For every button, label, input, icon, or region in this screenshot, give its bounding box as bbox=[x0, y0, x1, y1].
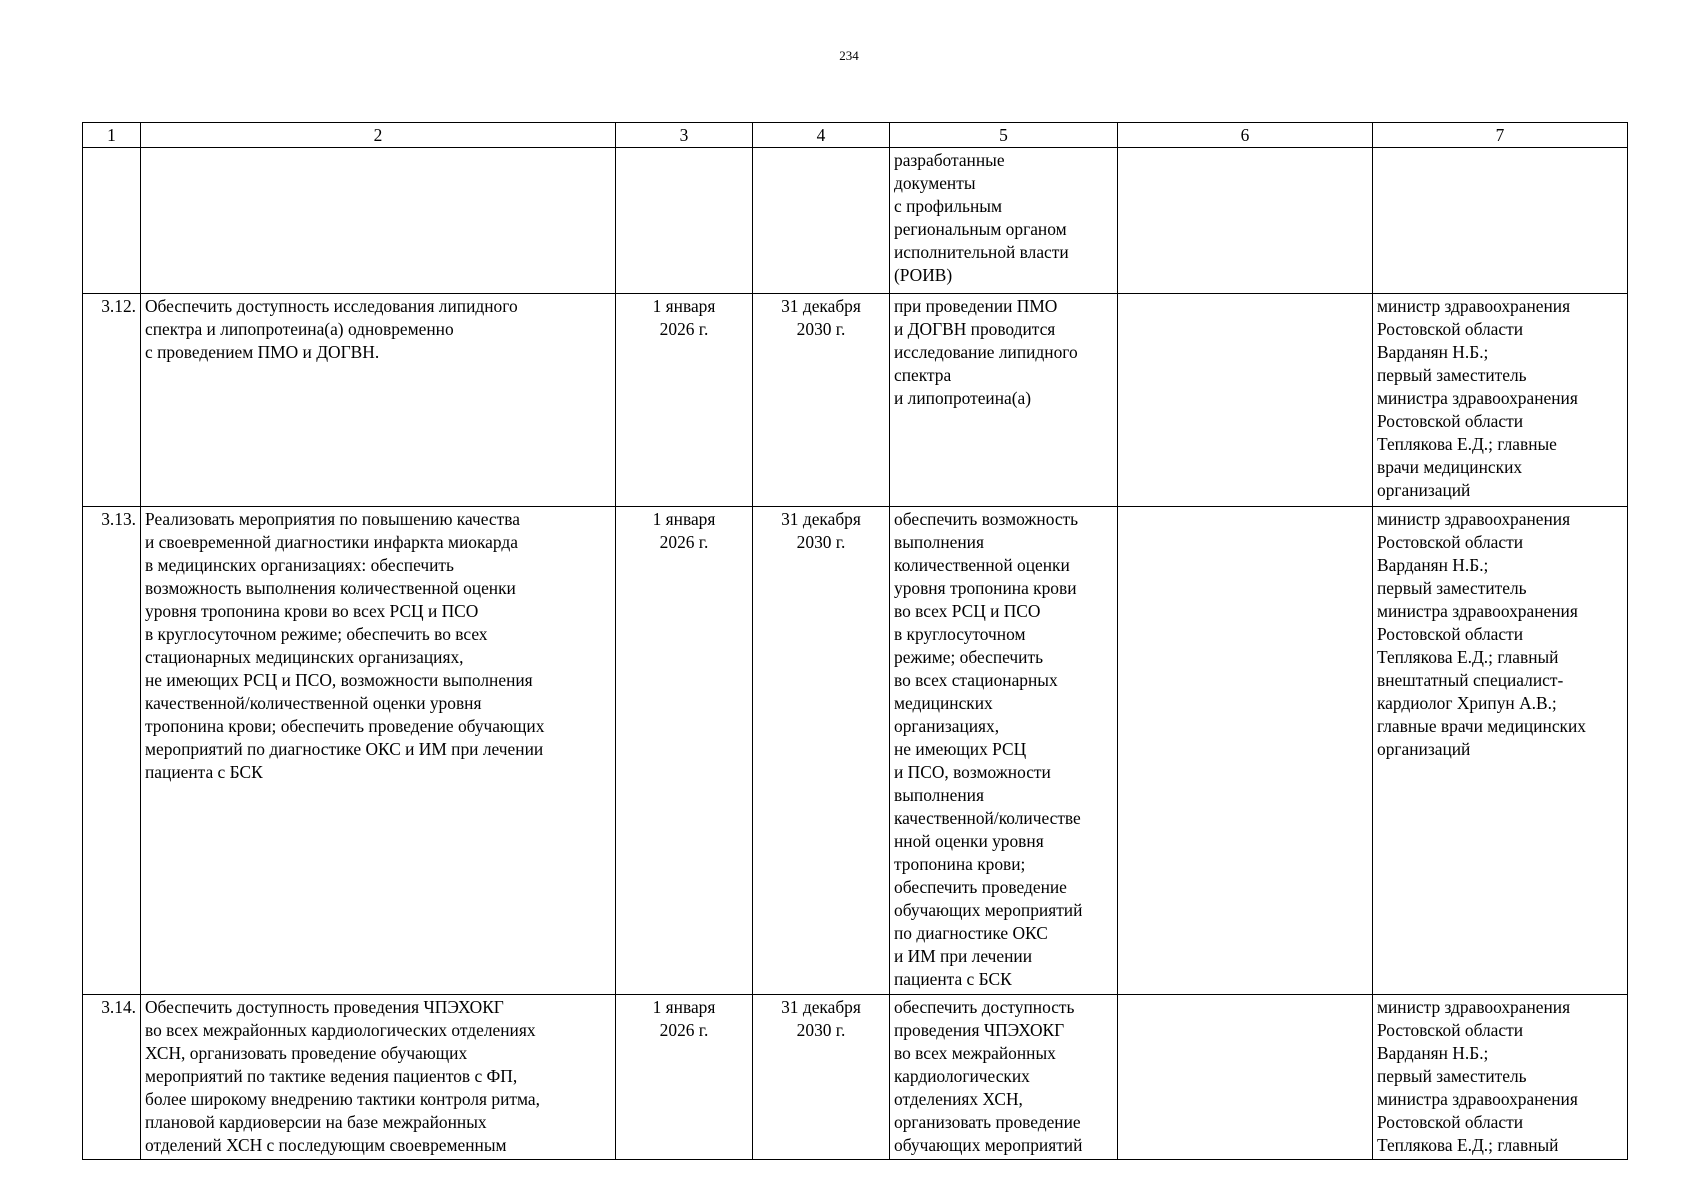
task-text: Обеспечить доступность исследования липидного спектра и липопротеина(а) одновременно с проведением ПМО и ДОГВН. bbox=[145, 296, 518, 362]
start-date: 1 января 2026 г. bbox=[652, 296, 716, 339]
task-cell bbox=[141, 294, 616, 507]
responsible-cell bbox=[1373, 294, 1628, 507]
column-header-5: 5 bbox=[890, 123, 1118, 148]
end-date: 31 декабря 2030 г. bbox=[781, 997, 861, 1040]
start-date: 1 января 2026 г. bbox=[652, 997, 716, 1040]
result-cell bbox=[890, 507, 1118, 995]
responsible-cell bbox=[1373, 148, 1628, 294]
table-row bbox=[83, 148, 1628, 294]
column-header-2: 2 bbox=[141, 123, 616, 148]
end-date-cell bbox=[753, 995, 890, 1160]
item-number: 3.12. bbox=[101, 296, 136, 316]
table-header-row bbox=[83, 123, 1628, 148]
responsible-text: министр здравоохранения Ростовской области Варданян Н.Б.; первый заместитель министра здравоохранения Ростовской области Теплякова Е.Д.; главный bbox=[1377, 997, 1578, 1155]
table-row bbox=[83, 995, 1628, 1160]
column-6-cell bbox=[1118, 294, 1373, 507]
responsible-cell bbox=[1373, 995, 1628, 1160]
task-cell bbox=[141, 507, 616, 995]
responsible-text: министр здравоохранения Ростовской области Варданян Н.Б.; первый заместитель министра здравоохранения Ростовской области Теплякова Е.Д.; главный внештатный специалист- кардиолог Хрипун А.В.; главные врачи медицинских организаций bbox=[1377, 509, 1586, 759]
start-date-cell bbox=[616, 294, 753, 507]
column-header-3: 3 bbox=[616, 123, 753, 148]
task-text: Обеспечить доступность проведения ЧПЭХОКГ во всех межрайонных кардиологических отделениях ХСН, организовать проведение обучающих мероприятий по тактике ведения пациентов с ФП, более широкому внедрению тактики контроля ритма, плановой кардиоверсии на базе межрайонных отделений ХСН с последующим своевременным bbox=[145, 997, 540, 1155]
table-row bbox=[83, 507, 1628, 995]
column-header-1: 1 bbox=[83, 123, 141, 148]
column-6-cell bbox=[1118, 148, 1373, 294]
task-cell bbox=[141, 148, 616, 294]
item-number-cell bbox=[83, 294, 141, 507]
item-number-cell bbox=[83, 148, 141, 294]
responsible-cell bbox=[1373, 507, 1628, 995]
column-header-4: 4 bbox=[753, 123, 890, 148]
item-number-cell bbox=[83, 507, 141, 995]
result-cell bbox=[890, 148, 1118, 294]
result-cell bbox=[890, 294, 1118, 507]
start-date-cell bbox=[616, 507, 753, 995]
column-header-6: 6 bbox=[1118, 123, 1373, 148]
responsible-text: министр здравоохранения Ростовской области Варданян Н.Б.; первый заместитель министра здравоохранения Ростовской области Теплякова Е.Д.; главные врачи медицинских организаций bbox=[1377, 296, 1578, 500]
page-number: 234 bbox=[839, 48, 859, 63]
item-number-cell bbox=[83, 995, 141, 1160]
column-header-7: 7 bbox=[1373, 123, 1628, 148]
table-row bbox=[83, 294, 1628, 507]
result-text: обеспечить возможность выполнения количественной оценки уровня тропонина крови во всех РСЦ и ПСО в круглосуточном режиме; обеспечить во всех стационарных медицинских организациях, не имеющих РСЦ и ПСО, возможности выполнения качественной/количестве нной оценки уровня тропонина крови; обеспечить проведение обучающих мероприятий по диагностике ОКС и ИМ при лечении пациента с БСК bbox=[894, 509, 1083, 989]
action-plan-table bbox=[82, 122, 1628, 1160]
result-text: разработанные документы с профильным региональным органом исполнительной власти (РОИВ) bbox=[894, 150, 1069, 285]
item-number: 3.14. bbox=[101, 997, 136, 1017]
start-date-cell bbox=[616, 148, 753, 294]
result-cell bbox=[890, 995, 1118, 1160]
end-date: 31 декабря 2030 г. bbox=[781, 509, 861, 552]
column-6-cell bbox=[1118, 507, 1373, 995]
task-cell bbox=[141, 995, 616, 1160]
result-text: обеспечить доступность проведения ЧПЭХОКГ во всех межрайонных кардиологических отделениях ХСН, организовать проведение обучающих мероприятий bbox=[894, 997, 1083, 1155]
start-date: 1 января 2026 г. bbox=[652, 509, 716, 552]
start-date-cell bbox=[616, 995, 753, 1160]
task-text: Реализовать мероприятия по повышению качества и своевременной диагностики инфаркта миокарда в медицинских организациях: обеспечить возможность выполнения количественной оценки уровня тропонина крови во всех РСЦ и ПСО в круглосуточном режиме; обеспечить во всех стационарных медицинских организациях, не имеющих РСЦ и ПСО, возможности выполнения качественной/количественной оценки уровня тропонина крови; обеспечить проведение обучающих мероприятий по диагностике ОКС и ИМ при лечении пациента с БСК bbox=[145, 509, 545, 782]
item-number: 3.13. bbox=[101, 509, 136, 529]
end-date-cell bbox=[753, 148, 890, 294]
end-date-cell bbox=[753, 294, 890, 507]
end-date-cell bbox=[753, 507, 890, 995]
column-6-cell bbox=[1118, 995, 1373, 1160]
end-date: 31 декабря 2030 г. bbox=[781, 296, 861, 339]
result-text: при проведении ПМО и ДОГВН проводится исследование липидного спектра и липопротеина(а) bbox=[894, 296, 1078, 408]
